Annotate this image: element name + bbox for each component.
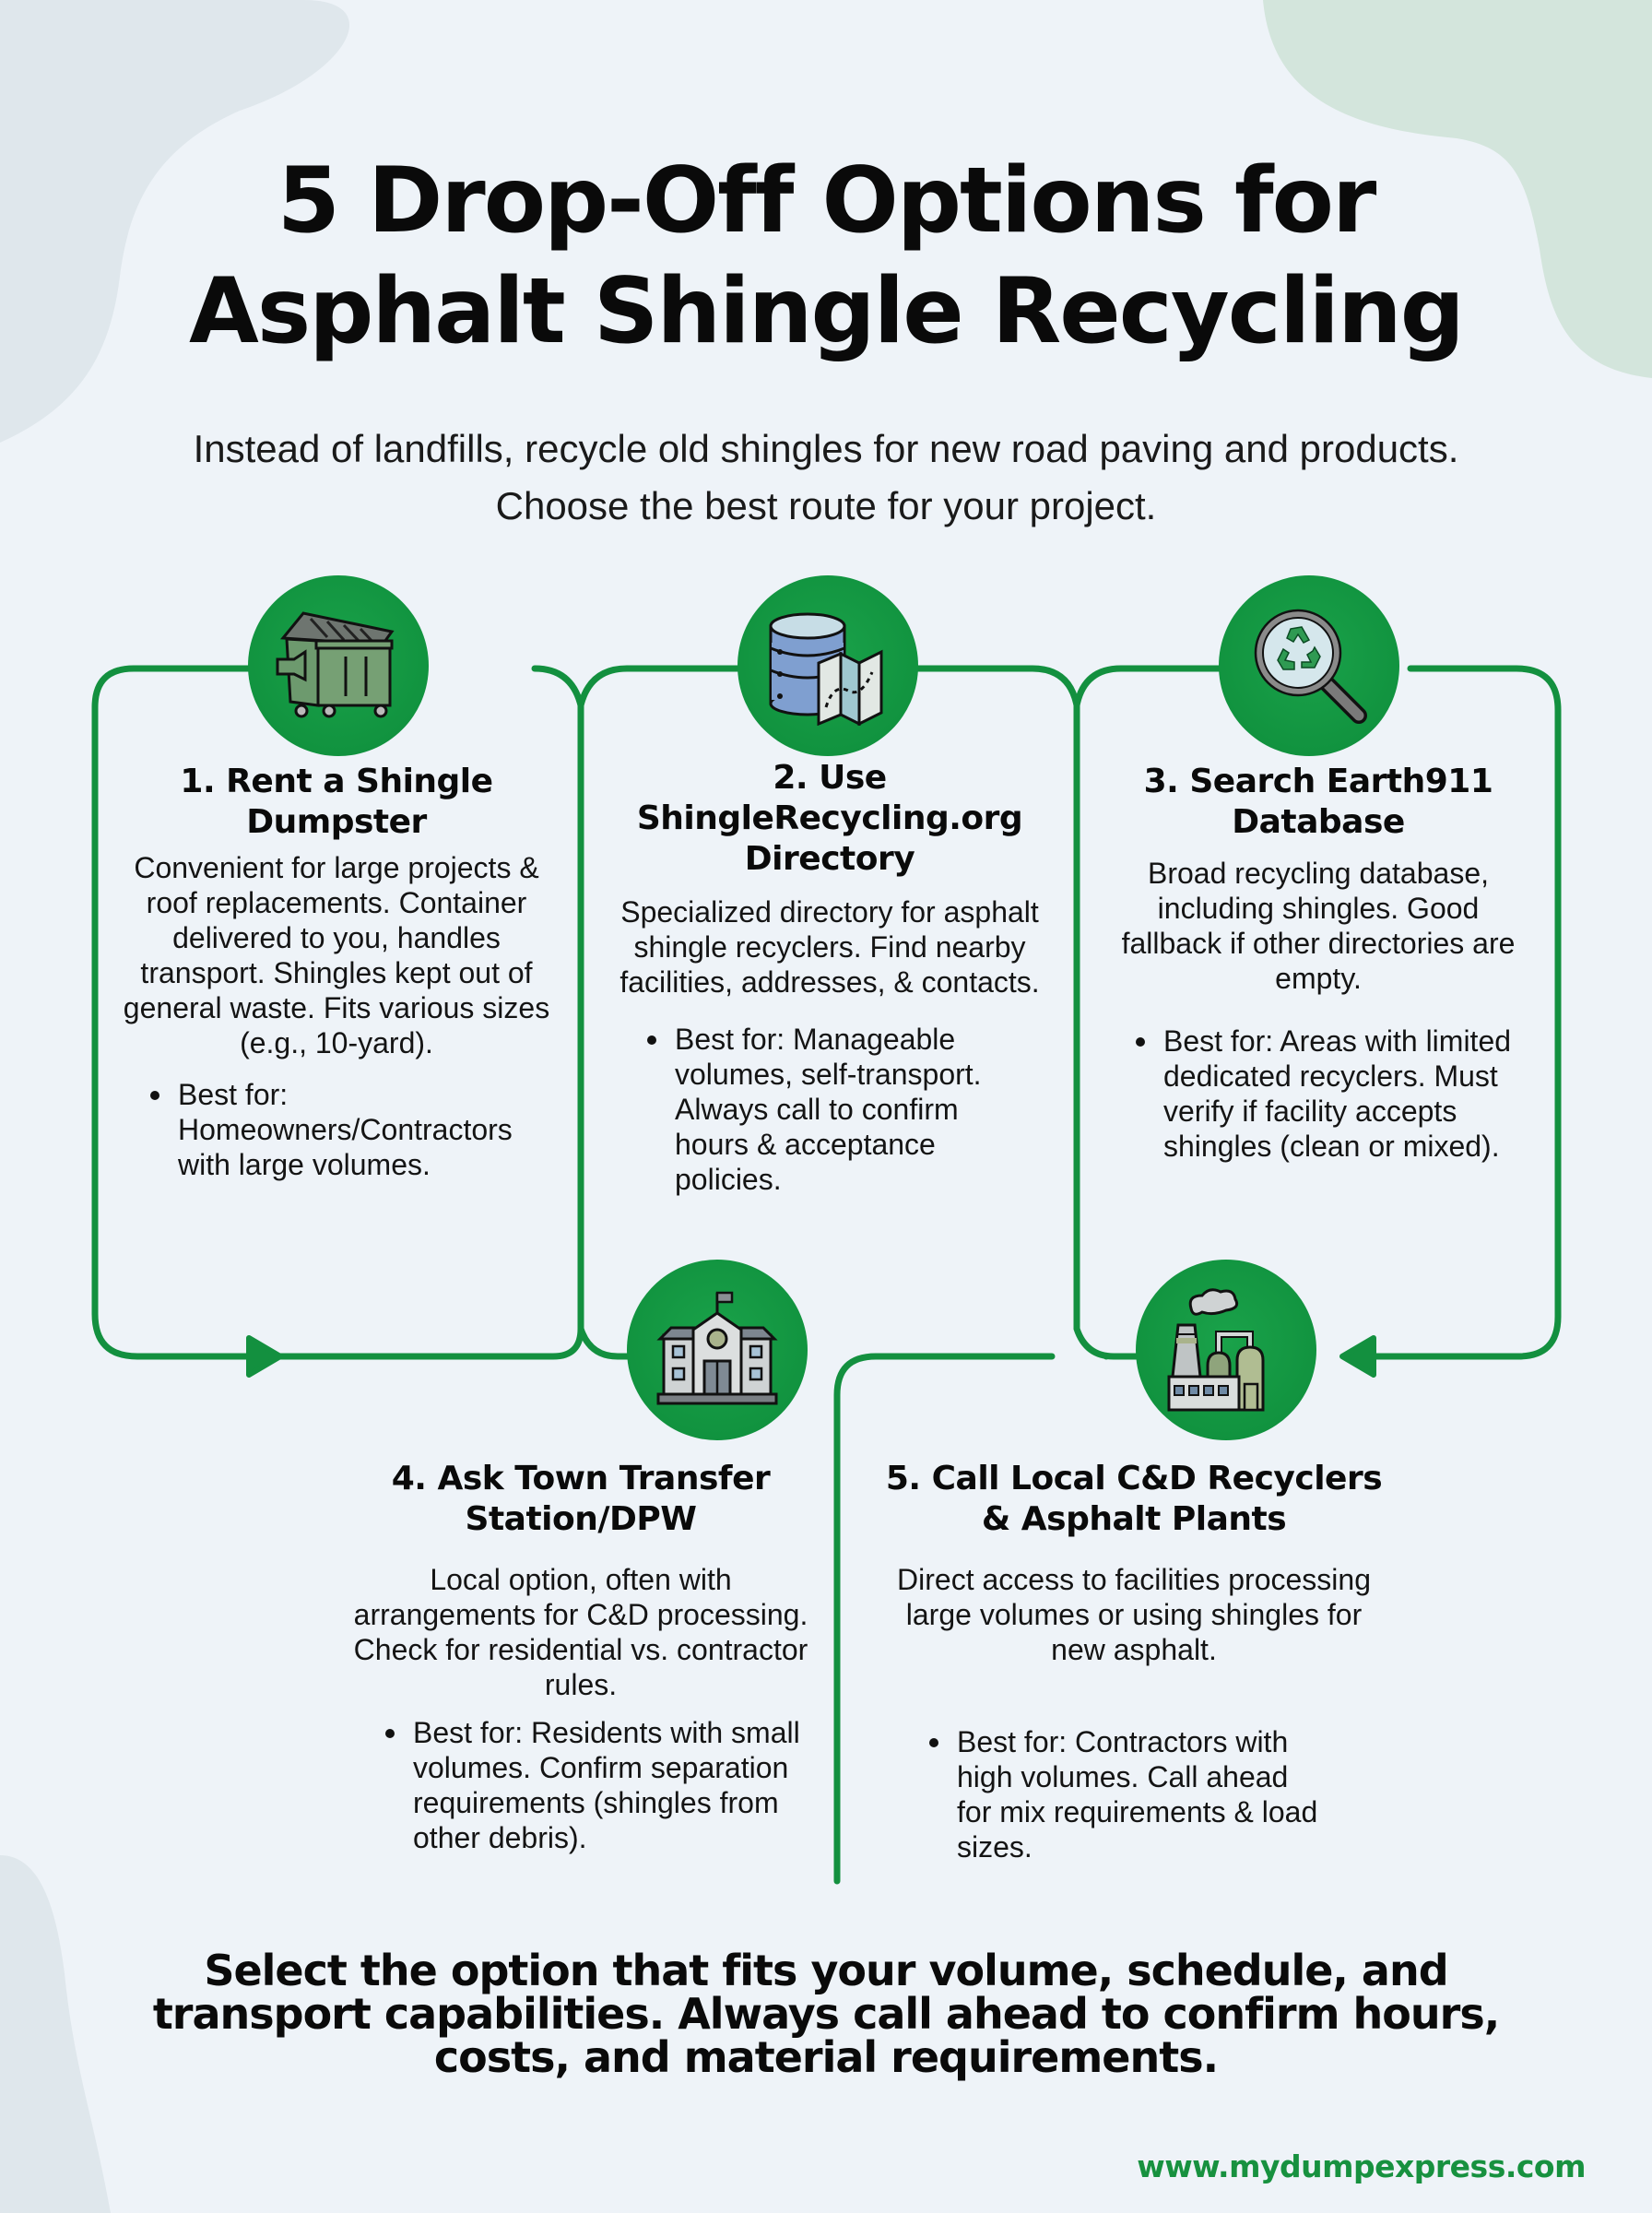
option-1-bullets xyxy=(111,1077,562,1182)
option-4-card xyxy=(341,1459,820,1855)
option-2-bullets xyxy=(599,1022,1060,1197)
factory-icon xyxy=(1162,1281,1291,1419)
call-to-action: Select the option that fits your volume, schedule, and transport capabilities. Always call ahead to confirm hours, costs, and material requirements. xyxy=(152,1946,1500,2082)
option-2-card xyxy=(599,758,1060,1197)
website-link[interactable]: www.mydumpexpress.com xyxy=(1137,2148,1586,2184)
option-4-bullets xyxy=(341,1715,820,1855)
option-5-title: 5. Call Local C&D Recyclers & Asphalt Plants xyxy=(885,1460,1383,1538)
option-3-description: Broad recycling database, including shingles. Good fallback if other directories are empty. xyxy=(1121,857,1516,995)
option-2-best-for: Best for: Manageable volumes, self-transport. Always call to confirm hours & acceptance policies. xyxy=(675,1022,1032,1197)
option-4-icon-badge xyxy=(627,1260,808,1440)
option-5-bullets xyxy=(867,1724,1401,1864)
page-subtitle: Instead of landfills, recycle old shingles for new road paving and products. Choose the best route for your project. xyxy=(193,427,1459,527)
arrow-left-icon xyxy=(1342,1338,1374,1375)
card12-junction xyxy=(535,669,738,705)
option-1-card xyxy=(111,762,562,1182)
option-2-title: 2. Use ShingleRecycling.org Directory xyxy=(636,759,1023,878)
option-3-title: 3. Search Earth911 Database xyxy=(1143,763,1493,841)
option-5-description: Direct access to facilities processing large volumes or using shingles for new asphalt. xyxy=(897,1563,1371,1666)
option-4-description: Local option, often with arrangements for C&D processing. Check for residential vs. contractor rules. xyxy=(353,1563,808,1701)
option-5-best-for: Best for: Contractors with high volumes. Call ahead for mix requirements & load sizes. xyxy=(957,1724,1328,1864)
option-3-card xyxy=(1097,762,1540,1164)
option-3-best-for: Best for: Areas with limited dedicated recyclers. Must verify if facility accepts shingles (clean or mixed). xyxy=(1163,1024,1530,1164)
option-2-description: Specialized directory for asphalt shingle recyclers. Find nearby facilities, addresses, & contacts. xyxy=(620,895,1040,999)
dumpster-icon xyxy=(274,606,403,726)
database-map-icon xyxy=(763,606,892,726)
card2-top-right xyxy=(913,669,1226,705)
option-1-icon-badge xyxy=(248,575,429,756)
option-1-best-for: Best for: Homeowners/Contractors with large volumes. xyxy=(178,1077,562,1182)
arrow-right-icon xyxy=(249,1338,280,1375)
option-3-icon-badge xyxy=(1219,575,1399,756)
page-title xyxy=(0,146,1652,367)
option-1-description: Convenient for large projects & roof replacements. Container delivered to you, handles transport. Shingles kept out of general waste. Fits various sizes (e.g., 10-yard). xyxy=(123,851,550,1059)
option-1-title: 1. Rent a Shingle Dumpster xyxy=(180,763,493,841)
title-line-1: 5 Drop-Off Options for xyxy=(277,148,1375,254)
option-3-bullets xyxy=(1097,1024,1540,1164)
option-2-icon-badge xyxy=(738,575,918,756)
option-5-card xyxy=(867,1459,1401,1864)
option-4-best-for: Best for: Residents with small volumes. Confirm separation requirements (shingles from other debris). xyxy=(413,1715,820,1855)
town-hall-icon xyxy=(653,1285,782,1414)
option-5-icon-badge xyxy=(1136,1260,1316,1440)
option-4-title: 4. Ask Town Transfer Station/DPW xyxy=(391,1460,771,1538)
title-line-2: Asphalt Shingle Recycling xyxy=(189,259,1463,364)
magnifier-recycle-icon xyxy=(1245,601,1374,730)
